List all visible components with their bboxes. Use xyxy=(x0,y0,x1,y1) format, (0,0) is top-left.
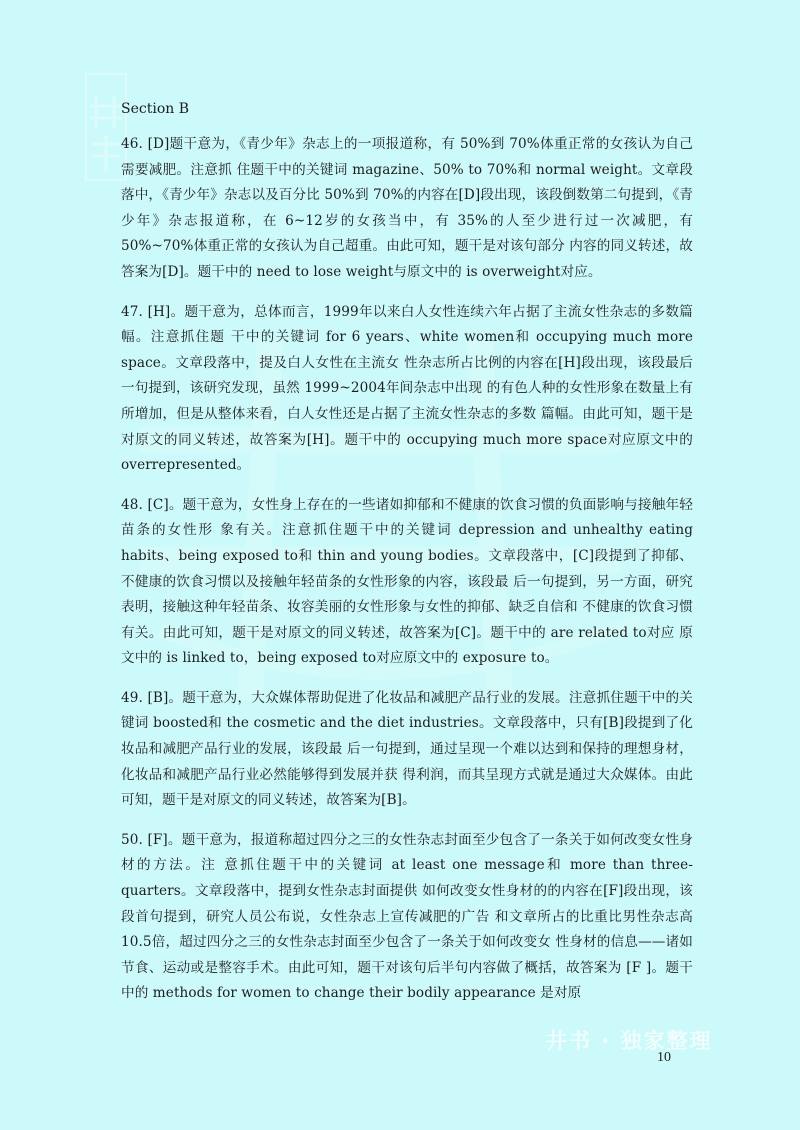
footer-watermark: 井书 · 独家整理 xyxy=(546,1029,713,1053)
document-page xyxy=(121,96,693,1021)
answer-paragraph-49: 49. [B]。题干意为，大众媒体帮助促进了化妆品和减肥产品行业的发展。注意抓住题干中的关键词 boosted和 the cosmetic and the diet industries。文章段落中，只有[B]段提到了化妆品和减肥产品行业的发展，该段最 后一句提到，通过呈现一个难以达到和保持的理想身材，化妆品和减肥产品行业必然能够得到发展并获 得利润，而其呈现方式就是通过大众媒体。由此可知，题干是对原文的同义转述，故答案为[B]。 xyxy=(121,689,693,809)
answer-paragraph-48: 48. [C]。题干意为，女性身上存在的一些诸如抑郁和不健康的饮食习惯的负面影响与接触年轻苗条的女性形 象有关。注意抓住题干中的关键词 depression and unhealthy eating habits、being exposed to和 thin and young bodies。文章段落中，[C]段提到了抑郁、不健康的饮食习惯以及接触年轻苗条的女性形象的内容，该段最 后一句提到，另一方面，研究表明，接触这种年轻苗条、妆容美丽的女性形象与女性的抑郁、缺乏自信和 不健康的饮食习惯有关。由此可知，题干是对原文的同义转述，故答案为[C]。题干中的 are related to对应 原文中的 is linked to，being exposed to对应原文中的 exposure to。 xyxy=(121,496,693,667)
answer-paragraph-50: 50. [F]。题干意为，报道称超过四分之三的女性杂志封面至少包含了一条关于如何改变女性身材的方法。注 意抓住题干中的关键词 at least one message和 more than three-quarters。文章段落中，提到女性杂志封面提供 如何改变女性身材的的内容在[F]段出现，该段首句提到，研究人员公布说，女性杂志上宣传减肥的广告 和文章所占的比重比男性杂志高 10.5倍，超过四分之三的女性杂志封面至少包含了一条关于如何改变女 性身材的信息——诸如节食、运动或是整容手术。由此可知，题干对该句后半句内容做了概括，故答案为 [F ]。题干中的 methods for women to change their bodily appearance 是对原 xyxy=(121,831,693,1002)
section-heading: Section B xyxy=(121,101,190,117)
page-number: 10 xyxy=(657,1050,671,1065)
answer-paragraph-46: 46. [D]题干意为，《青少年》杂志上的一项报道称，有 50%到 70%体重正常的女孩认为自己需要减肥。注意抓 住题干中的关键词 magazine、50% to 70%和 normal weight。文章段落中，《青少年》杂志以及百分比 50%到 70%的内容在[D]段出现，该段倒数第二句提到，《青少年》杂志报道称，在 6~12岁的女孩当中，有 35%的人至少进行过一次减肥，有 50%~70%体重正常的女孩认为自己超重。由此可知，题干是对该句部分 内容的同义转述，故答案为[D]。题干中的 need to lose weight与原文中的 is overweight对应。 xyxy=(121,136,693,280)
answer-paragraph-47: 47. [H]。题干意为，总体而言，1999年以来白人女性连续六年占据了主流女性杂志的多数篇幅。注意抓住题 干中的关键词 for 6 years、white women和 occupying much more space。文章段落中，提及白人女性在主流女 性杂志所占比例的内容在[H]段出现，该段最后一句提到，该研究发现，虽然 1999~2004年间杂志中出现 的有色人种的女性形象在数量上有所增加，但是从整体来看，白人女性还是占据了主流女性杂志的多数 篇幅。由此可知，题干是对原文的同义转述，故答案为[H]。题干中的 occupying much more space对应原文中的 overrepresented。 xyxy=(121,303,693,474)
